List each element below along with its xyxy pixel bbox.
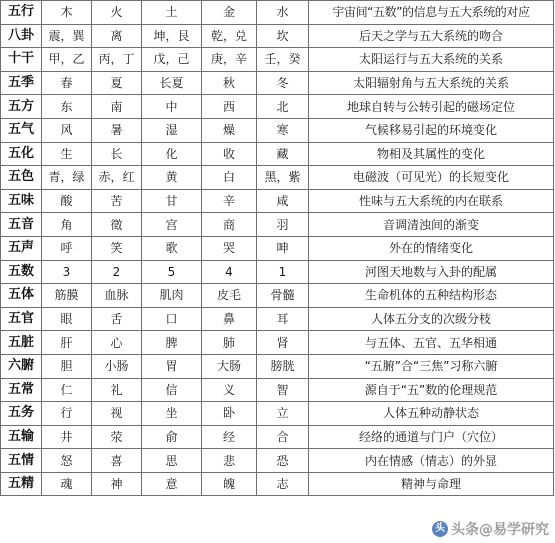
table-cell: 苦 bbox=[92, 189, 142, 213]
table-cell: 黄 bbox=[142, 166, 202, 190]
table-row bbox=[1, 449, 554, 473]
row-description: 太阳辐射角与五大系统的关系 bbox=[309, 71, 554, 95]
table-row bbox=[1, 95, 554, 119]
table-cell: 南 bbox=[92, 95, 142, 119]
table-cell: 俞 bbox=[142, 425, 202, 449]
row-header: 五官 bbox=[1, 307, 42, 331]
table-cell: 暑 bbox=[92, 118, 142, 142]
row-header: 五声 bbox=[1, 236, 42, 260]
row-header: 五气 bbox=[1, 118, 42, 142]
table-cell: 水 bbox=[257, 1, 309, 25]
table-cell: 立 bbox=[257, 402, 309, 426]
row-description: 源自于“五”数的伦理规范 bbox=[309, 378, 554, 402]
table-body bbox=[1, 1, 554, 496]
table-cell: 金 bbox=[202, 1, 257, 25]
table-cell: 呻 bbox=[257, 236, 309, 260]
table-cell: 志 bbox=[257, 472, 309, 496]
row-description: “五腑”合“三焦”习称六腑 bbox=[309, 354, 554, 378]
table-row bbox=[1, 260, 554, 284]
table-cell: 肾 bbox=[257, 331, 309, 355]
table-cell: 宫 bbox=[142, 213, 202, 237]
table-cell: 胃 bbox=[142, 354, 202, 378]
table-cell: 商 bbox=[202, 213, 257, 237]
table-cell: 藏 bbox=[257, 142, 309, 166]
table-cell: 乾，兑 bbox=[202, 24, 257, 48]
table-cell: 筋膜 bbox=[42, 284, 92, 308]
table-cell: 神 bbox=[92, 472, 142, 496]
row-description: 音调清浊间的渐变 bbox=[309, 213, 554, 237]
table-cell: 震，巽 bbox=[42, 24, 92, 48]
table-cell: 离 bbox=[92, 24, 142, 48]
row-header: 五色 bbox=[1, 166, 42, 190]
table-row bbox=[1, 236, 554, 260]
table-cell: 口 bbox=[142, 307, 202, 331]
table-cell: 2 bbox=[92, 260, 142, 284]
table-cell: 歌 bbox=[142, 236, 202, 260]
row-description: 经络的通道与门户（穴位） bbox=[309, 425, 554, 449]
table-cell: 经 bbox=[202, 425, 257, 449]
table-cell: 恐 bbox=[257, 449, 309, 473]
table-cell: 寒 bbox=[257, 118, 309, 142]
table-cell: 夏 bbox=[92, 71, 142, 95]
table-cell: 鼻 bbox=[202, 307, 257, 331]
row-description: 宇宙间“五数”的信息与五大系统的对应 bbox=[309, 1, 554, 25]
table-cell: 赤，红 bbox=[92, 166, 142, 190]
table-cell: 酸 bbox=[42, 189, 92, 213]
table-cell: 意 bbox=[142, 472, 202, 496]
row-description: 性味与五大系统的内在联系 bbox=[309, 189, 554, 213]
table-cell: 收 bbox=[202, 142, 257, 166]
table-row bbox=[1, 118, 554, 142]
table-cell: 肝 bbox=[42, 331, 92, 355]
table-row bbox=[1, 402, 554, 426]
row-description: 电磁波（可见光）的长短变化 bbox=[309, 166, 554, 190]
table-row bbox=[1, 284, 554, 308]
row-header: 五季 bbox=[1, 71, 42, 95]
table-cell: 信 bbox=[142, 378, 202, 402]
table-cell: 长 bbox=[92, 142, 142, 166]
table-cell: 春 bbox=[42, 71, 92, 95]
table-cell: 青，绿 bbox=[42, 166, 92, 190]
table-cell: 中 bbox=[142, 95, 202, 119]
row-header: 五化 bbox=[1, 142, 42, 166]
table-cell: 小肠 bbox=[92, 354, 142, 378]
table-cell: 合 bbox=[257, 425, 309, 449]
table-cell: 戊，己 bbox=[142, 48, 202, 72]
table-row bbox=[1, 378, 554, 402]
table-cell: 义 bbox=[202, 378, 257, 402]
row-description: 后天之学与五大系统的吻合 bbox=[309, 24, 554, 48]
table-cell: 4 bbox=[202, 260, 257, 284]
table-cell: 胆 bbox=[42, 354, 92, 378]
table-cell: 智 bbox=[257, 378, 309, 402]
table-cell: 坎 bbox=[257, 24, 309, 48]
table-cell: 笑 bbox=[92, 236, 142, 260]
table-cell: 魄 bbox=[202, 472, 257, 496]
row-header: 五情 bbox=[1, 449, 42, 473]
table-cell: 仁 bbox=[42, 378, 92, 402]
table-cell: 思 bbox=[142, 449, 202, 473]
table-cell: 1 bbox=[257, 260, 309, 284]
table-cell: 魂 bbox=[42, 472, 92, 496]
table-cell: 井 bbox=[42, 425, 92, 449]
row-description: 精神与命理 bbox=[309, 472, 554, 496]
table-row bbox=[1, 307, 554, 331]
watermark-logo-icon: 头 bbox=[432, 521, 448, 537]
table-cell: 火 bbox=[92, 1, 142, 25]
table-cell: 舌 bbox=[92, 307, 142, 331]
table-cell: 羽 bbox=[257, 213, 309, 237]
table-cell: 甲，乙 bbox=[42, 48, 92, 72]
row-header: 五脏 bbox=[1, 331, 42, 355]
row-header: 十干 bbox=[1, 48, 42, 72]
table-row bbox=[1, 425, 554, 449]
table-cell: 怒 bbox=[42, 449, 92, 473]
table-cell: 皮毛 bbox=[202, 284, 257, 308]
row-header: 五输 bbox=[1, 425, 42, 449]
row-header: 五数 bbox=[1, 260, 42, 284]
table-cell: 悲 bbox=[202, 449, 257, 473]
table-cell: 湿 bbox=[142, 118, 202, 142]
table-cell: 咸 bbox=[257, 189, 309, 213]
row-header: 五务 bbox=[1, 402, 42, 426]
table-cell: 燥 bbox=[202, 118, 257, 142]
table-cell: 肺 bbox=[202, 331, 257, 355]
table-cell: 辛 bbox=[202, 189, 257, 213]
row-header: 五精 bbox=[1, 472, 42, 496]
row-description: 外在的情绪变化 bbox=[309, 236, 554, 260]
row-description: 人体五分支的次级分枝 bbox=[309, 307, 554, 331]
table-cell: 脾 bbox=[142, 331, 202, 355]
row-description: 物相及其属性的变化 bbox=[309, 142, 554, 166]
table-cell: 视 bbox=[92, 402, 142, 426]
table-cell: 眼 bbox=[42, 307, 92, 331]
table-cell: 白 bbox=[202, 166, 257, 190]
table-cell: 坐 bbox=[142, 402, 202, 426]
table-cell: 秋 bbox=[202, 71, 257, 95]
watermark bbox=[432, 519, 549, 539]
table-row bbox=[1, 71, 554, 95]
table-cell: 呼 bbox=[42, 236, 92, 260]
table-row bbox=[1, 24, 554, 48]
table-cell: 行 bbox=[42, 402, 92, 426]
row-header: 五方 bbox=[1, 95, 42, 119]
row-header: 五味 bbox=[1, 189, 42, 213]
table-cell: 耳 bbox=[257, 307, 309, 331]
table-row bbox=[1, 48, 554, 72]
row-description: 内在情感（情志）的外显 bbox=[309, 449, 554, 473]
table-cell: 丙，丁 bbox=[92, 48, 142, 72]
table-row bbox=[1, 213, 554, 237]
row-description: 太阳运行与五大系统的关系 bbox=[309, 48, 554, 72]
row-header: 八卦 bbox=[1, 24, 42, 48]
row-header: 六腑 bbox=[1, 354, 42, 378]
row-description: 与五体、五官、五华相通 bbox=[309, 331, 554, 355]
table-cell: 化 bbox=[142, 142, 202, 166]
table-cell: 西 bbox=[202, 95, 257, 119]
table-cell: 膀胱 bbox=[257, 354, 309, 378]
table-cell: 3 bbox=[42, 260, 92, 284]
row-header: 五体 bbox=[1, 284, 42, 308]
row-header: 五行 bbox=[1, 1, 42, 25]
table-cell: 骨髓 bbox=[257, 284, 309, 308]
table-cell: 黑，紫 bbox=[257, 166, 309, 190]
table-cell: 坤，艮 bbox=[142, 24, 202, 48]
row-description: 河图天地数与入卦的配属 bbox=[309, 260, 554, 284]
row-header: 五常 bbox=[1, 378, 42, 402]
table-cell: 庚，辛 bbox=[202, 48, 257, 72]
row-header: 五音 bbox=[1, 213, 42, 237]
table-cell: 角 bbox=[42, 213, 92, 237]
table-cell: 长夏 bbox=[142, 71, 202, 95]
table-cell: 壬，癸 bbox=[257, 48, 309, 72]
table-row bbox=[1, 331, 554, 355]
table-row bbox=[1, 472, 554, 496]
watermark-text: 头条@易学研究 bbox=[451, 522, 549, 538]
table-cell: 喜 bbox=[92, 449, 142, 473]
table-cell: 甘 bbox=[142, 189, 202, 213]
table-row bbox=[1, 166, 554, 190]
table-row bbox=[1, 354, 554, 378]
row-description: 气候移易引起的环境变化 bbox=[309, 118, 554, 142]
row-description: 人体五种动静状态 bbox=[309, 402, 554, 426]
table-cell: 卧 bbox=[202, 402, 257, 426]
table-row bbox=[1, 1, 554, 25]
table-cell: 东 bbox=[42, 95, 92, 119]
table-cell: 5 bbox=[142, 260, 202, 284]
table-cell: 哭 bbox=[202, 236, 257, 260]
table-cell: 风 bbox=[42, 118, 92, 142]
table-cell: 心 bbox=[92, 331, 142, 355]
table-cell: 冬 bbox=[257, 71, 309, 95]
table-cell: 木 bbox=[42, 1, 92, 25]
row-description: 生命机体的五种结构形态 bbox=[309, 284, 554, 308]
table-row bbox=[1, 189, 554, 213]
table-cell: 荥 bbox=[92, 425, 142, 449]
table-cell: 徵 bbox=[92, 213, 142, 237]
table-cell: 大肠 bbox=[202, 354, 257, 378]
table-cell: 生 bbox=[42, 142, 92, 166]
table-cell: 血脉 bbox=[92, 284, 142, 308]
table-cell: 肌肉 bbox=[142, 284, 202, 308]
row-description: 地球自转与公转引起的磁场定位 bbox=[309, 95, 554, 119]
table-row bbox=[1, 142, 554, 166]
table-cell: 北 bbox=[257, 95, 309, 119]
table-cell: 土 bbox=[142, 1, 202, 25]
table-cell: 礼 bbox=[92, 378, 142, 402]
